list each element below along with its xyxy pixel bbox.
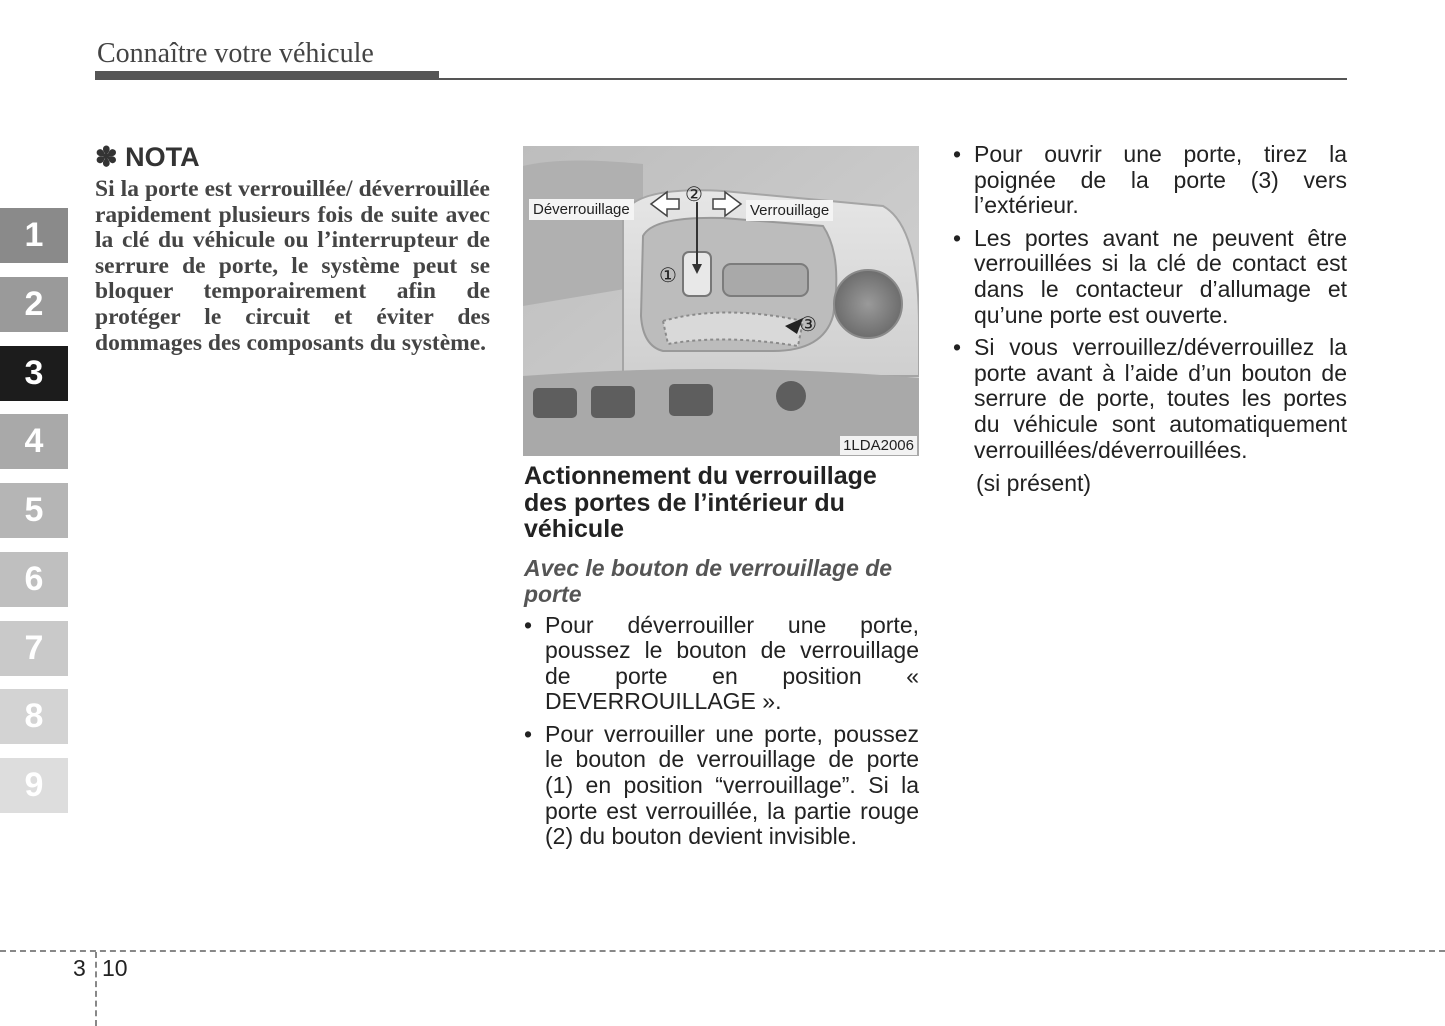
chapter-tab-2[interactable] [0,277,68,332]
chapter-tab-label: 8 [24,697,44,735]
page-section-number: 3 [73,955,86,981]
bullet-text: Pour ouvrir une porte, tirez la poignée de la porte (3) vers l’extérieur. [974,141,1347,219]
chapter-tab-3-active[interactable] [0,346,68,401]
figure-code: 1LDA2006 [840,436,917,455]
list-item [524,722,919,850]
section-heading: Actionnement du verrouillage des portes de l’intérieur du véhicule [524,462,877,543]
marker-3: ③ [799,314,817,336]
header-rule-thin [439,78,1347,80]
page-number: 10 [102,955,128,981]
unlock-callout: Déverrouillage [529,199,634,220]
marker-2: ② [685,184,703,206]
sub-heading: Avec le bouton de verrouillage de porte [524,554,893,607]
chapter-tab-label: 5 [24,491,44,529]
chapter-tab-label: 9 [24,766,44,804]
chapter-tab-7[interactable] [0,621,68,676]
bullet-text: Pour verrouiller une porte, poussez le bouton de verrouillage de porte (1) en position “verrouillage”. Si la porte est verrouillée, la partie rouge (2) du bouton devient invisible. [545,720,919,850]
chapter-tab-label: 6 [24,560,44,598]
chapter-tab-5[interactable] [0,483,68,538]
main-column [524,463,919,857]
bullet-text: Si vous verrouillez/déverrouillez la porte avant à l’aide d’un bouton de serrure de porte, toutes les portes du véhicule sont automatiquement verrouillées/déverrouillées. [974,334,1347,463]
asterisk-icon: ✽ [95,142,118,172]
chapter-tab-label: 4 [24,422,44,460]
chapter-tab-1[interactable] [0,208,68,263]
right-bullet-list [953,142,1347,463]
chapter-tab-label: 2 [24,285,44,323]
chapter-tab-label: 1 [24,216,44,254]
door-handle-illustration [523,146,919,456]
lock-callout: Verrouillage [746,200,833,221]
nota-text: Si la porte est verrouillée/ déverrouillée rapidement plusieurs fois de suite avec la clé du véhicule ou l’interrupteur de serrure de porte, le système peut se bloquer temporairement afin de protéger le circuit et éviter des dommages des composants du système. [95,176,490,356]
footer-rule [0,950,1445,952]
chapter-tab-6[interactable] [0,552,68,607]
footer-divider [95,952,97,1026]
optional-note: (si présent) [976,470,1092,497]
bullet-icon: • [524,611,533,638]
list-item [953,226,1347,328]
bullet-icon: • [524,720,533,747]
bullet-icon: • [953,224,962,251]
nota-label: NOTA [125,142,200,172]
chapter-tab-label: 7 [24,629,44,667]
bullet-text: Les portes avant ne peuvent être verrouillées si la clé de contact est dans le contacteur d’allumage et qu’une porte est ouverte. [974,224,1347,328]
marker-1: ① [659,265,677,287]
nota-title [95,142,490,173]
right-column [953,142,1347,497]
list-item [953,142,1347,219]
chapter-tab-9[interactable] [0,758,68,813]
nota-box [95,142,490,356]
bullet-icon: • [953,141,962,167]
bullet-icon: • [953,334,962,361]
list-item [953,335,1347,463]
chapter-tab-4[interactable] [0,414,68,469]
main-bullet-list [524,613,919,850]
bullet-text: Pour déverrouiller une porte, poussez le bouton de verrouillage de porte en position « DEVERROUILLAGE ». [545,611,919,715]
list-item [524,613,919,715]
header-rule-thick [95,71,439,80]
chapter-tab-8[interactable] [0,689,68,744]
chapter-tab-label: 3 [24,354,44,392]
page-header-title: Connaître votre véhicule [97,38,374,69]
